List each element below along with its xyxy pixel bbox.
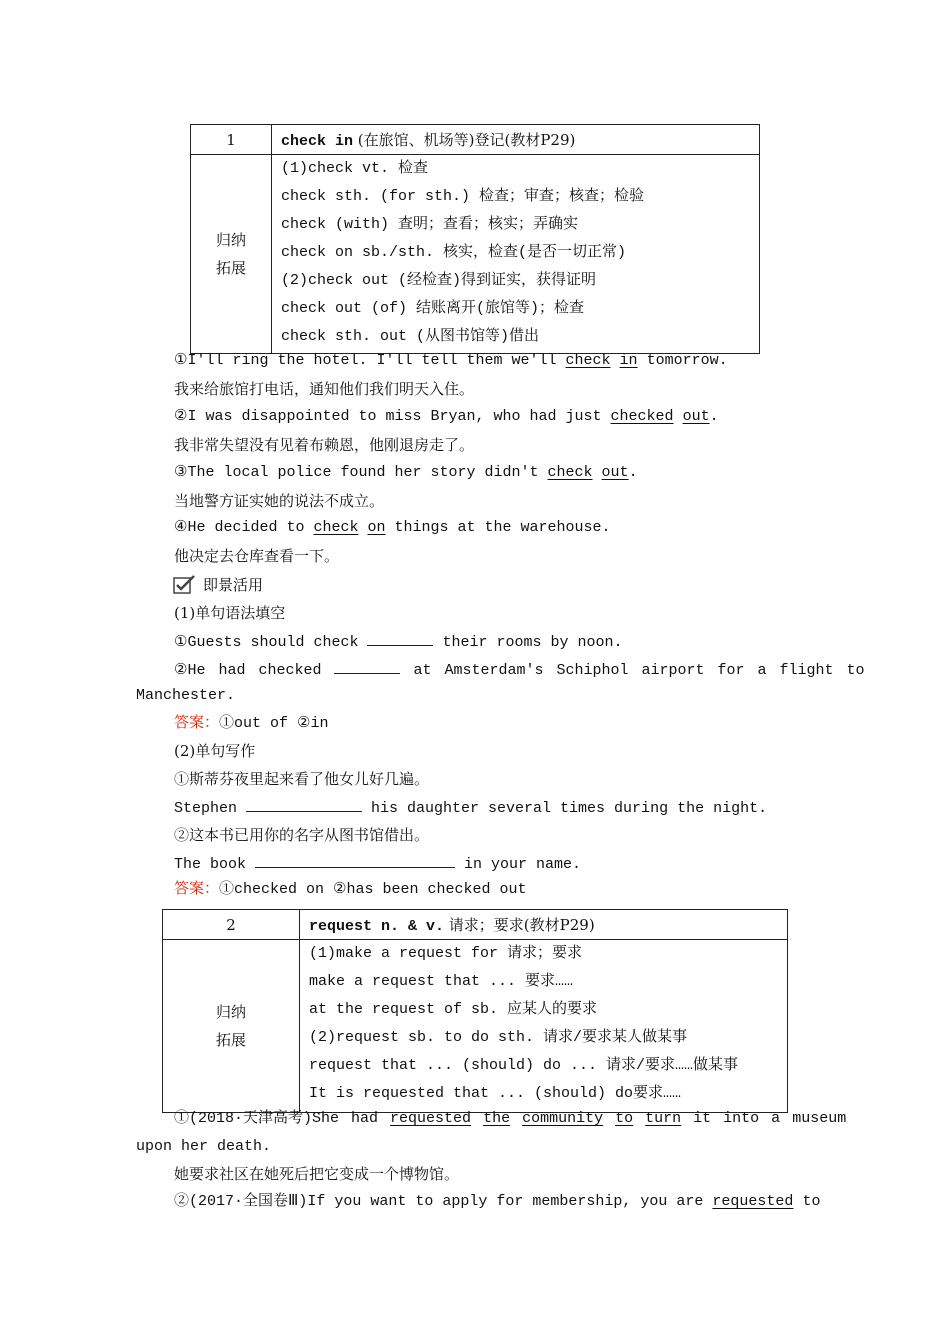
answer-text: ①out of ②in — [219, 715, 329, 732]
answer-text: ①checked on ②has been checked out — [219, 881, 527, 898]
entry-headword — [300, 910, 788, 940]
usage-line: at the request of sb. 应某人的要求 — [309, 1001, 598, 1018]
check-pencil-icon — [173, 575, 197, 595]
example-sentence: ①I'll ring the hotel. I'll tell them we'll check in tomorrow. — [174, 352, 728, 369]
answer-label: 答案： — [174, 881, 220, 898]
label-line: 拓展 — [215, 1031, 246, 1049]
example-sentence: ②I was disappointed to miss Bryan, who had just checked out. — [174, 408, 719, 425]
entry-number: 1 — [191, 125, 272, 155]
headword-term: request n. & v. — [309, 918, 445, 935]
usage-line: check (with) 查明；查看；核实；弄确实 — [281, 216, 579, 233]
example-translation: 他决定去仓库查看一下。 — [174, 547, 340, 565]
example-translation: 我来给旅馆打电话，通知他们我们明天入住。 — [174, 380, 475, 398]
entry-headword — [272, 125, 760, 155]
writing-prompt-cn: ①斯蒂芬夜里起来看了他女儿好几遍。 — [174, 770, 430, 788]
example-sentence: ②(2017·全国卷Ⅲ)If you want to apply for membership, you are requested to — [174, 1193, 821, 1210]
answer-line — [174, 880, 527, 900]
example-sentence: ③The local police found her story didn't check out. — [174, 464, 638, 481]
usage-line: check sth. (for sth.) 检查；审查；核查；检验 — [281, 188, 645, 205]
answer-blank[interactable] — [367, 631, 433, 646]
example-translation: 她要求社区在她死后把它变成一个博物馆。 — [174, 1165, 460, 1183]
exercise-question: ②He had checked at Amsterdam's Schiphol airport for a flight to — [174, 659, 865, 681]
answer-blank[interactable] — [334, 659, 400, 674]
entry-number: 2 — [163, 910, 300, 940]
usage-line: (2)request sb. to do sth. 请求/要求某人做某事 — [309, 1029, 688, 1046]
vocab-box-check-in — [190, 124, 760, 354]
usage-list — [300, 940, 788, 1113]
example-sentence-continued: upon her death. — [136, 1138, 272, 1155]
writing-prompt-en: The book in your name. — [174, 853, 581, 875]
exercise-title: (2)单句写作 — [174, 742, 256, 760]
example-translation: 我非常失望没有见着布赖恩，他刚退房走了。 — [174, 436, 475, 454]
usage-line: request that ... (should) do ... 请求/要求……做某事 — [309, 1057, 739, 1074]
practice-heading: 即景活用 — [203, 576, 264, 594]
usage-line: check out (of) 结账离开(旅馆等)；检查 — [281, 300, 585, 317]
summary-label — [163, 940, 300, 1113]
exercise-question: ①Guests should check their rooms by noon. — [174, 631, 623, 653]
label-line: 归纳 — [215, 1003, 246, 1021]
usage-line: (1)make a request for 请求；要求 — [309, 945, 583, 962]
usage-line: (1)check vt. 检查 — [281, 160, 429, 177]
exercise-title: (1)单句语法填空 — [174, 604, 286, 622]
usage-line: make a request that ... 要求…… — [309, 973, 574, 990]
usage-line: It is requested that ... (should) do要求…… — [309, 1085, 682, 1102]
headword-gloss: (在旅馆、机场等)登记(教材P29) — [353, 131, 576, 149]
writing-prompt-en: Stephen his daughter several times during the night. — [174, 797, 767, 819]
label-line: 拓展 — [215, 259, 246, 277]
label-line: 归纳 — [215, 231, 246, 249]
summary-label — [191, 155, 272, 354]
usage-list — [272, 155, 760, 354]
exercise-question-continued: Manchester. — [136, 687, 236, 704]
answer-line — [174, 714, 328, 734]
writing-prompt-cn: ②这本书已用你的名字从图书馆借出。 — [174, 826, 430, 844]
example-sentence: ①(2018·天津高考)She had requested the community to turn it into a museum — [174, 1110, 847, 1127]
headword-term: check in — [281, 133, 354, 150]
answer-label: 答案： — [174, 715, 220, 732]
usage-line: check on sb./sth. 核实，检查(是否一切正常) — [281, 244, 627, 261]
headword-gloss: 请求；要求(教材P29) — [444, 916, 595, 934]
usage-line: check sth. out (从图书馆等)借出 — [281, 328, 540, 345]
usage-line: (2)check out (经检查)得到证实，获得证明 — [281, 272, 597, 289]
answer-blank[interactable] — [255, 853, 455, 868]
answer-blank[interactable] — [246, 797, 362, 812]
example-sentence: ④He decided to check on things at the warehouse. — [174, 519, 611, 536]
example-translation: 当地警方证实她的说法不成立。 — [174, 492, 385, 510]
vocab-box-request — [162, 909, 788, 1113]
